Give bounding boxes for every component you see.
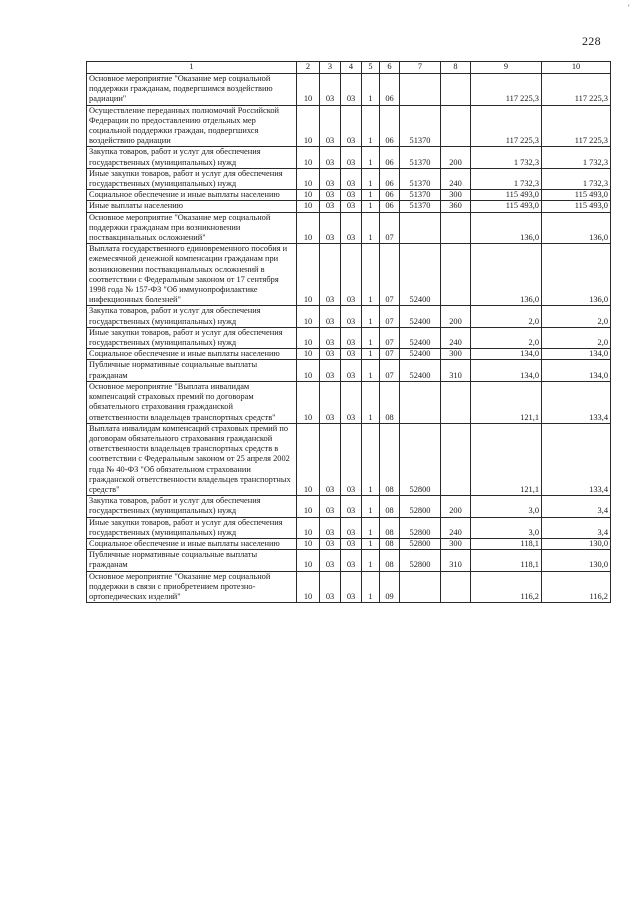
subprogram-code: 1 (362, 571, 380, 603)
subsection-code: 03 (320, 168, 341, 189)
section-code: 10 (297, 244, 320, 306)
table-row (87, 381, 611, 423)
amount-year-2: 116,2 (542, 571, 611, 603)
section-code: 10 (297, 212, 320, 244)
subprogram-code: 1 (362, 381, 380, 423)
expense-type-code: 240 (441, 327, 471, 348)
subsection-code: 03 (320, 190, 341, 201)
subsection-code: 03 (320, 74, 341, 106)
row-name: Закупка товаров, работ и услуг для обеспечения государственных (муниципальных) нужд (87, 496, 297, 517)
direction-code: 52400 (400, 360, 441, 381)
table-row (87, 496, 611, 517)
subprogram-code: 1 (362, 168, 380, 189)
section-code: 10 (297, 74, 320, 106)
amount-year-1: 1 732,3 (471, 168, 542, 189)
subsection-code: 03 (320, 550, 341, 571)
row-name: Выплата государственного единовременного пособия и ежемесячной денежной компенсации гражданам при возникновении поствакцинальных осложнений в соответствии с Федеральным законом от 17 сентября 1998 года № 157-ФЗ "Об иммунопрофилактике инфекционных болезней" (87, 244, 297, 306)
subprogram-code: 1 (362, 538, 380, 549)
section-code: 10 (297, 423, 320, 495)
amount-year-1: 118,1 (471, 550, 542, 571)
section-code: 10 (297, 571, 320, 603)
activity-code: 08 (380, 538, 400, 549)
activity-code: 06 (380, 190, 400, 201)
expense-type-code: 200 (441, 496, 471, 517)
page-number: 228 (582, 34, 601, 48)
column-header: 8 (441, 62, 471, 74)
table-row (87, 306, 611, 327)
expense-type-code (441, 74, 471, 106)
amount-year-2: 117 225,3 (542, 74, 611, 106)
activity-code: 07 (380, 244, 400, 306)
direction-code: 52800 (400, 538, 441, 549)
direction-code: 52400 (400, 244, 441, 306)
program-code: 03 (341, 496, 362, 517)
activity-code: 07 (380, 212, 400, 244)
row-name: Социальное обеспечение и иные выплаты населению (87, 538, 297, 549)
program-code: 03 (341, 105, 362, 147)
amount-year-2: 2,0 (542, 327, 611, 348)
table-row (87, 538, 611, 549)
table-row (87, 423, 611, 495)
amount-year-2: 134,0 (542, 349, 611, 360)
column-header: 7 (400, 62, 441, 74)
amount-year-2: 130,0 (542, 550, 611, 571)
subsection-code: 03 (320, 571, 341, 603)
direction-code: 52800 (400, 423, 441, 495)
table-row (87, 74, 611, 106)
subprogram-code: 1 (362, 105, 380, 147)
table-row (87, 550, 611, 571)
activity-code: 07 (380, 360, 400, 381)
program-code: 03 (341, 349, 362, 360)
row-name: Иные закупки товаров, работ и услуг для обеспечения государственных (муниципальных) нужд (87, 517, 297, 538)
amount-year-1: 121,1 (471, 423, 542, 495)
section-code: 10 (297, 327, 320, 348)
table-row (87, 147, 611, 168)
section-code: 10 (297, 201, 320, 212)
amount-year-2: 115 493,0 (542, 190, 611, 201)
amount-year-1: 136,0 (471, 212, 542, 244)
amount-year-2: 133,4 (542, 381, 611, 423)
subsection-code: 03 (320, 423, 341, 495)
column-header: 9 (471, 62, 542, 74)
amount-year-1: 115 493,0 (471, 190, 542, 201)
activity-code: 08 (380, 517, 400, 538)
subsection-code: 03 (320, 212, 341, 244)
direction-code (400, 74, 441, 106)
row-name: Основное мероприятие "Оказание мер социальной поддержки гражданам при возникновении поствакцинальных осложнений" (87, 212, 297, 244)
section-code: 10 (297, 190, 320, 201)
row-name: Публичные нормативные социальные выплаты гражданам (87, 550, 297, 571)
expense-type-code: 300 (441, 538, 471, 549)
subsection-code: 03 (320, 244, 341, 306)
direction-code (400, 381, 441, 423)
activity-code: 06 (380, 201, 400, 212)
direction-code: 51370 (400, 105, 441, 147)
section-code: 10 (297, 168, 320, 189)
direction-code: 51370 (400, 201, 441, 212)
amount-year-1: 117 225,3 (471, 105, 542, 147)
direction-code (400, 571, 441, 603)
row-name: Выплата инвалидам компенсаций страховых премий по договорам обязательного страхования гражданской ответственности владельцев транспортных средств в соответствии с Федеральным законом от 25 апреля 2002 года № 40-ФЗ "Об обязательном страховании гражданской ответственности владельцев транспортных средств" (87, 423, 297, 495)
amount-year-2: 130,0 (542, 538, 611, 549)
subsection-code: 03 (320, 327, 341, 348)
row-name: Публичные нормативные социальные выплаты гражданам (87, 360, 297, 381)
amount-year-1: 3,0 (471, 496, 542, 517)
expense-type-code (441, 571, 471, 603)
program-code: 03 (341, 517, 362, 538)
direction-code: 51370 (400, 147, 441, 168)
activity-code: 08 (380, 496, 400, 517)
amount-year-1: 2,0 (471, 327, 542, 348)
table-row (87, 201, 611, 212)
direction-code: 51370 (400, 168, 441, 189)
subsection-code: 03 (320, 147, 341, 168)
expense-type-code (441, 105, 471, 147)
table-row (87, 168, 611, 189)
program-code: 03 (341, 244, 362, 306)
table-row (87, 244, 611, 306)
section-code: 10 (297, 306, 320, 327)
expense-type-code: 310 (441, 550, 471, 571)
program-code: 03 (341, 306, 362, 327)
corner-mark: ' (628, 3, 630, 13)
row-name: Иные выплаты населению (87, 201, 297, 212)
direction-code: 52400 (400, 306, 441, 327)
expense-type-code: 300 (441, 190, 471, 201)
subsection-code: 03 (320, 496, 341, 517)
amount-year-2: 133,4 (542, 423, 611, 495)
subprogram-code: 1 (362, 306, 380, 327)
subprogram-code: 1 (362, 212, 380, 244)
row-name: Основное мероприятие "Оказание мер социальной поддержки гражданам, подвергшимся воздействию радиации" (87, 74, 297, 106)
subsection-code: 03 (320, 201, 341, 212)
amount-year-1: 118,1 (471, 538, 542, 549)
amount-year-2: 136,0 (542, 244, 611, 306)
section-code: 10 (297, 349, 320, 360)
amount-year-2: 2,0 (542, 306, 611, 327)
direction-code: 52400 (400, 327, 441, 348)
table-row (87, 105, 611, 147)
program-code: 03 (341, 168, 362, 189)
expense-type-code: 300 (441, 349, 471, 360)
amount-year-1: 136,0 (471, 244, 542, 306)
amount-year-2: 1 732,3 (542, 168, 611, 189)
expense-type-code: 240 (441, 517, 471, 538)
amount-year-2: 117 225,3 (542, 105, 611, 147)
section-code: 10 (297, 381, 320, 423)
table-row (87, 190, 611, 201)
activity-code: 07 (380, 327, 400, 348)
table-row (87, 571, 611, 603)
section-code: 10 (297, 550, 320, 571)
program-code: 03 (341, 538, 362, 549)
expense-type-code: 310 (441, 360, 471, 381)
direction-code: 51370 (400, 190, 441, 201)
amount-year-1: 1 732,3 (471, 147, 542, 168)
column-header: 6 (380, 62, 400, 74)
subprogram-code: 1 (362, 550, 380, 571)
program-code: 03 (341, 212, 362, 244)
amount-year-1: 2,0 (471, 306, 542, 327)
subprogram-code: 1 (362, 349, 380, 360)
budget-table (86, 61, 611, 603)
program-code: 03 (341, 327, 362, 348)
subsection-code: 03 (320, 306, 341, 327)
row-name: Закупка товаров, работ и услуг для обеспечения государственных (муниципальных) нужд (87, 306, 297, 327)
subprogram-code: 1 (362, 74, 380, 106)
table-row (87, 517, 611, 538)
subsection-code: 03 (320, 517, 341, 538)
amount-year-1: 3,0 (471, 517, 542, 538)
activity-code: 07 (380, 349, 400, 360)
amount-year-1: 116,2 (471, 571, 542, 603)
direction-code (400, 212, 441, 244)
subprogram-code: 1 (362, 327, 380, 348)
subprogram-code: 1 (362, 244, 380, 306)
amount-year-2: 3,4 (542, 496, 611, 517)
direction-code: 52800 (400, 496, 441, 517)
subprogram-code: 1 (362, 201, 380, 212)
expense-type-code (441, 212, 471, 244)
table-row (87, 327, 611, 348)
subprogram-code: 1 (362, 496, 380, 517)
program-code: 03 (341, 147, 362, 168)
activity-code: 08 (380, 423, 400, 495)
expense-type-code: 200 (441, 147, 471, 168)
column-header: 5 (362, 62, 380, 74)
column-header: 4 (341, 62, 362, 74)
program-code: 03 (341, 381, 362, 423)
amount-year-1: 134,0 (471, 349, 542, 360)
section-code: 10 (297, 517, 320, 538)
row-name: Социальное обеспечение и иные выплаты населению (87, 190, 297, 201)
column-header: 2 (297, 62, 320, 74)
expense-type-code (441, 381, 471, 423)
program-code: 03 (341, 360, 362, 381)
subsection-code: 03 (320, 349, 341, 360)
row-name: Основное мероприятие "Оказание мер социальной поддержки в связи с приобретением протезно-ортопедических изделий" (87, 571, 297, 603)
program-code: 03 (341, 190, 362, 201)
expense-type-code: 360 (441, 201, 471, 212)
expense-type-code (441, 244, 471, 306)
activity-code: 06 (380, 147, 400, 168)
row-name: Иные закупки товаров, работ и услуг для обеспечения государственных (муниципальных) нужд (87, 168, 297, 189)
expense-type-code: 240 (441, 168, 471, 189)
amount-year-1: 115 493,0 (471, 201, 542, 212)
section-code: 10 (297, 538, 320, 549)
direction-code: 52400 (400, 349, 441, 360)
amount-year-2: 3,4 (542, 517, 611, 538)
direction-code: 52800 (400, 550, 441, 571)
row-name: Иные закупки товаров, работ и услуг для обеспечения государственных (муниципальных) нужд (87, 327, 297, 348)
program-code: 03 (341, 423, 362, 495)
row-name: Социальное обеспечение и иные выплаты населению (87, 349, 297, 360)
amount-year-1: 117 225,3 (471, 74, 542, 106)
activity-code: 09 (380, 571, 400, 603)
table-row (87, 360, 611, 381)
subsection-code: 03 (320, 105, 341, 147)
section-code: 10 (297, 147, 320, 168)
amount-year-2: 1 732,3 (542, 147, 611, 168)
column-header: 3 (320, 62, 341, 74)
activity-code: 06 (380, 105, 400, 147)
column-header: 1 (87, 62, 297, 74)
row-name: Основное мероприятие "Выплата инвалидам компенсаций страховых премий по договорам обязательного страхования гражданской ответственности владельцев транспортных средств" (87, 381, 297, 423)
activity-code: 08 (380, 381, 400, 423)
row-name: Закупка товаров, работ и услуг для обеспечения государственных (муниципальных) нужд (87, 147, 297, 168)
activity-code: 06 (380, 168, 400, 189)
activity-code: 07 (380, 306, 400, 327)
subprogram-code: 1 (362, 147, 380, 168)
subprogram-code: 1 (362, 517, 380, 538)
table-row (87, 212, 611, 244)
subprogram-code: 1 (362, 360, 380, 381)
program-code: 03 (341, 74, 362, 106)
amount-year-2: 134,0 (542, 360, 611, 381)
subsection-code: 03 (320, 538, 341, 549)
subprogram-code: 1 (362, 423, 380, 495)
section-code: 10 (297, 105, 320, 147)
direction-code: 52800 (400, 517, 441, 538)
section-code: 10 (297, 496, 320, 517)
subsection-code: 03 (320, 360, 341, 381)
table-body (87, 74, 611, 603)
expense-type-code: 200 (441, 306, 471, 327)
program-code: 03 (341, 571, 362, 603)
amount-year-1: 134,0 (471, 360, 542, 381)
activity-code: 08 (380, 550, 400, 571)
program-code: 03 (341, 550, 362, 571)
amount-year-2: 136,0 (542, 212, 611, 244)
subsection-code: 03 (320, 381, 341, 423)
amount-year-1: 121,1 (471, 381, 542, 423)
column-header: 10 (542, 62, 611, 74)
activity-code: 06 (380, 74, 400, 106)
row-name: Осуществление переданных полномочий Российской Федерации по предоставлению отдельных мер социальной поддержки граждан, подвергшихся воздействию радиации (87, 105, 297, 147)
subprogram-code: 1 (362, 190, 380, 201)
program-code: 03 (341, 201, 362, 212)
amount-year-2: 115 493,0 (542, 201, 611, 212)
header-row (87, 62, 611, 74)
table-row (87, 349, 611, 360)
section-code: 10 (297, 360, 320, 381)
expense-type-code (441, 423, 471, 495)
